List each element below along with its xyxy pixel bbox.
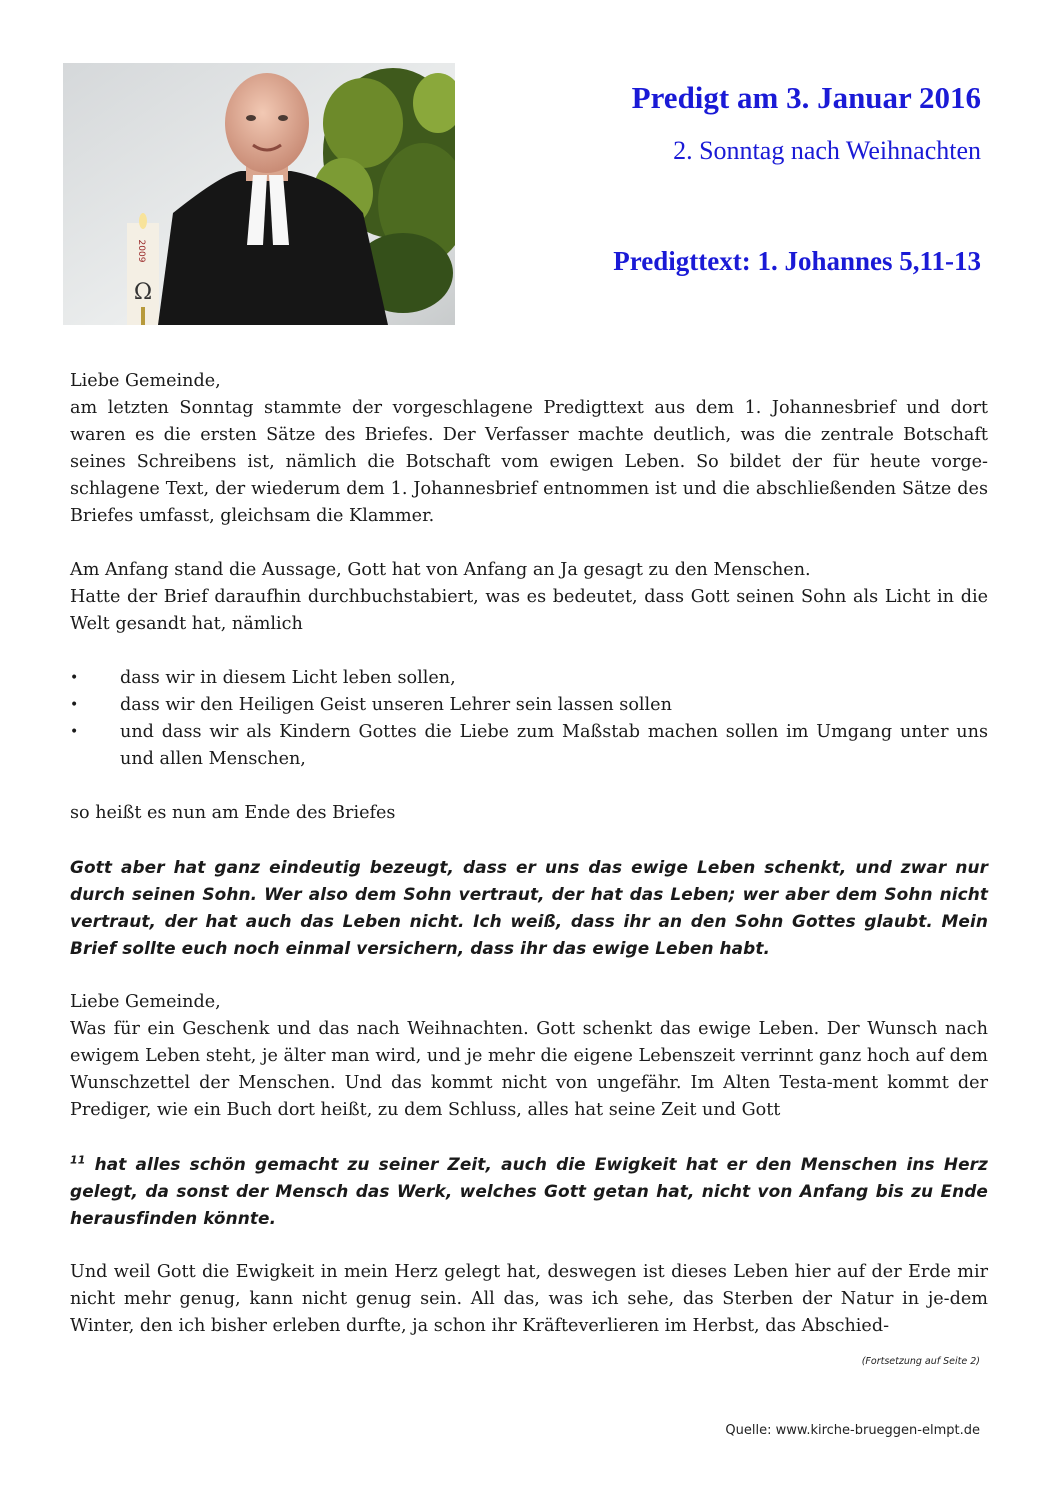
scripture-quote-2 xyxy=(70,1151,988,1232)
scripture-quote-1: Gott aber hat ganz eindeutig bezeugt, dass er uns das ewige Leben schenkt, und zwar nur durch seinen Sohn. Wer also dem Sohn vertraut, der hat das Leben; wer aber dem Sohn nicht vertraut, der hat auch das Leben nicht. Ich weiß, dass ihr an den Sohn Gottes glaubt. Mein Brief sollte euch noch einmal versichern, dass ihr das ewige Leben habt. xyxy=(70,857,988,958)
candle-year: 2009 xyxy=(136,239,146,263)
paragraph-2-line-1: Am Anfang stand die Aussage, Gott hat von Anfang an Ja gesagt zu den Menschen. xyxy=(70,560,811,580)
paragraph-4: Was für ein Geschenk und das nach Weihnachten. Gott schenkt das ewige Leben. Der Wunsch nach ewigem Leben steht, je älter man wird, und je mehr die eigene Lebenszeit verrinnt ganz hoch auf dem Wunschzettel der Menschen. Und das kommt nicht von ungefähr. Im Alten Testa-ment kommt der Prediger, wie ein Buch dort heißt, zu dem Schluss, alles hat seine Zeit und Gott xyxy=(70,1019,988,1120)
greeting-2: Liebe Gemeinde, xyxy=(70,992,221,1012)
candle-omega: Ω xyxy=(133,280,153,305)
list-item: • und dass wir als Kindern Gottes die Liebe zum Maßstab machen sollen im Umgang unter uns und allen Menschen, xyxy=(70,719,988,773)
paragraph-5: Und weil Gott die Ewigkeit in mein Herz gelegt hat, deswegen ist dieses Leben hier auf der Erde mir nicht mehr genug, kann nicht genug sein. All das, was ich sehe, das Sterben der Natur in je-dem Winter, den ich bisher erleben durfte, ja schon ihr Kräfteverlieren im Herbst, das Abschied- xyxy=(70,1262,988,1336)
pastor-photo-illustration xyxy=(63,63,455,325)
sermon-scripture: Predigttext: 1. Johannes 5,11-13 xyxy=(613,246,981,276)
candle xyxy=(127,213,159,325)
sermon-subtitle: 2. Sonntag nach Weihnachten xyxy=(673,136,981,165)
bullet-list xyxy=(70,665,988,773)
continuation-note: (Fortsetzung auf Seite 2) xyxy=(861,1356,980,1367)
sermon-body xyxy=(70,368,988,1340)
paragraph-2-line-2: Hatte der Brief daraufhin durchbuchstabiert, was es bedeutet, dass Gott seinen Sohn als Licht in die Welt gesandt hat, nämlich xyxy=(70,587,988,634)
paragraph-1: am letzten Sonntag stammte der vorgeschlagene Predigttext aus dem 1. Johannesbrief und dort waren es die ersten Sätze des Briefes. Der Verfasser machte deutlich, was die zentrale Botschaft seines Schreibens ist, nämlich die Botschaft vom ewigen Leben. So bildet der für heute vorge-schlagene Text, der wiederum dem 1. Johannesbrief entnommen ist und die abschließenden Sätze des Briefes umfasst, gleichsam die Klammer. xyxy=(70,398,988,526)
verse-number: 11 xyxy=(70,1153,86,1167)
pastor-photo xyxy=(63,63,455,325)
greeting-1: Liebe Gemeinde, xyxy=(70,371,221,391)
source-note: Quelle: www.kirche-brueggen-elmpt.de xyxy=(725,1423,980,1438)
paragraph-3: so heißt es nun am Ende des Briefes xyxy=(70,803,396,823)
list-item: • dass wir den Heiligen Geist unseren Lehrer sein lassen sollen xyxy=(70,692,988,719)
sermon-title: Predigt am 3. Januar 2016 xyxy=(631,80,981,115)
list-item: • dass wir in diesem Licht leben sollen, xyxy=(70,665,988,692)
scripture-quote-2-text: hat alles schön gemacht zu seiner Zeit, auch die Ewigkeit hat er den Menschen ins Herz gelegt, da sonst der Mensch das Werk, welches Gott getan hat, nicht von Anfang bis zu Ende herausfinden könnte. xyxy=(70,1154,988,1228)
face xyxy=(225,73,309,173)
